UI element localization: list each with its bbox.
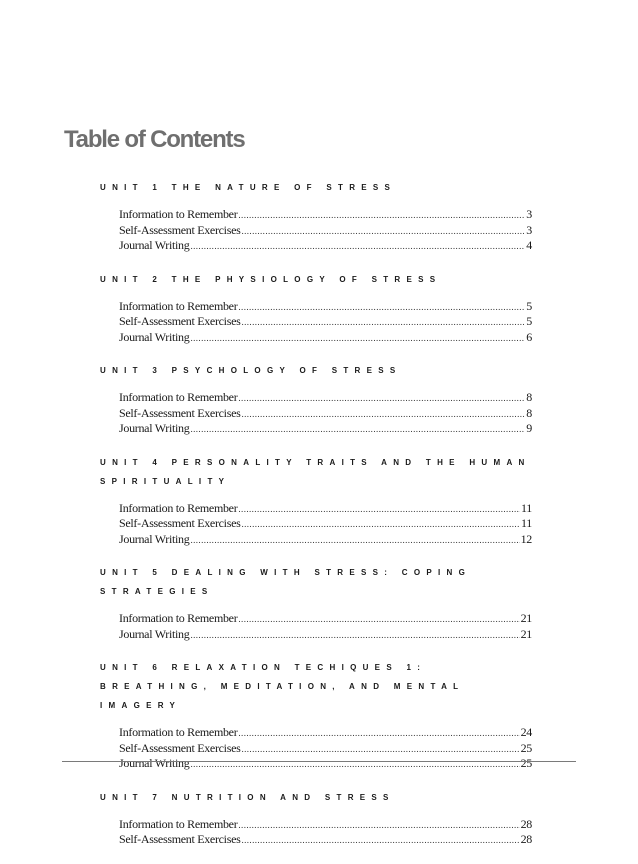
unit-entries xyxy=(119,390,532,437)
unit-heading: UNIT 4 PERSONALITY TRAITS AND THE HUMAN SPIRITUALITY xyxy=(100,457,540,486)
toc-entry[interactable] xyxy=(119,501,532,517)
entry-label: Information to Remember xyxy=(119,500,238,515)
dot-leader xyxy=(241,742,519,757)
toc-unit-2 xyxy=(100,270,540,346)
entry-label: Information to Remember xyxy=(119,725,238,739)
dot-leader xyxy=(238,208,525,223)
entry-page-number: 3 xyxy=(526,207,532,221)
entry-page-number: 21 xyxy=(520,611,532,625)
entry-label: Self-Assessment Exercises xyxy=(119,740,241,755)
dot-leader xyxy=(190,533,519,548)
dot-leader xyxy=(190,757,519,772)
dot-leader xyxy=(238,818,519,833)
entry-page-number: 12 xyxy=(520,531,532,546)
toc-unit-6 xyxy=(100,658,540,772)
entry-label: Information to Remember xyxy=(119,298,238,313)
entry-page-number: 21 xyxy=(520,626,532,641)
dot-leader xyxy=(241,833,519,848)
toc-entry[interactable] xyxy=(119,725,532,741)
entry-page-number: 5 xyxy=(526,314,532,328)
toc-entry[interactable] xyxy=(119,817,532,833)
toc-entry[interactable] xyxy=(119,516,532,532)
unit-heading: UNIT 5 DEALING WITH STRESS: COPING STRATEGIES xyxy=(100,568,480,596)
entry-label: Self-Assessment Exercises xyxy=(119,314,241,328)
unit-entries xyxy=(119,725,532,772)
toc-entry[interactable] xyxy=(119,238,532,254)
entry-label: Self-Assessment Exercises xyxy=(119,832,241,846)
entry-page-number: 24 xyxy=(520,725,532,739)
entry-label: Self-Assessment Exercises xyxy=(119,516,241,530)
toc-entry[interactable] xyxy=(119,741,532,757)
dot-leader xyxy=(241,224,525,239)
entry-page-number: 25 xyxy=(520,740,532,755)
toc-unit-3 xyxy=(100,361,540,437)
toc-entry[interactable] xyxy=(119,756,532,772)
dot-leader xyxy=(241,407,525,422)
unit-heading: UNIT 3 PSYCHOLOGY OF STRESS xyxy=(100,366,402,375)
entry-page-number: 28 xyxy=(520,832,532,846)
entry-label: Journal Writing xyxy=(119,626,190,641)
entry-page-number: 25 xyxy=(520,756,532,770)
dot-leader xyxy=(190,422,525,437)
entry-label: Journal Writing xyxy=(119,421,190,435)
entry-label: Journal Writing xyxy=(119,756,190,770)
entry-label: Journal Writing xyxy=(119,238,190,252)
toc-entry[interactable] xyxy=(119,832,532,848)
toc-entry[interactable] xyxy=(119,532,532,548)
entry-page-number: 11 xyxy=(521,516,532,530)
unit-entries xyxy=(119,299,532,346)
toc-entry[interactable] xyxy=(119,406,532,422)
toc-entry[interactable] xyxy=(119,314,532,330)
toc-entry[interactable] xyxy=(119,299,532,315)
dot-leader xyxy=(241,517,520,532)
toc-entry[interactable] xyxy=(119,207,532,223)
toc-unit-7 xyxy=(100,788,540,848)
entry-page-number: 5 xyxy=(526,298,532,313)
unit-entries xyxy=(119,817,532,848)
dot-leader xyxy=(190,628,519,643)
dot-leader xyxy=(238,612,519,627)
toc-entry[interactable] xyxy=(119,627,532,643)
unit-heading: UNIT 7 NUTRITION AND STRESS xyxy=(100,792,395,802)
toc-entry[interactable] xyxy=(119,390,532,406)
toc-entry[interactable] xyxy=(119,611,532,627)
entry-page-number: 3 xyxy=(526,222,532,237)
footer-divider xyxy=(62,761,576,762)
entry-page-number: 4 xyxy=(526,238,532,252)
page-title: Table of Contents xyxy=(64,126,245,153)
dot-leader xyxy=(190,239,525,254)
entry-label: Self-Assessment Exercises xyxy=(119,405,241,420)
entry-page-number: 28 xyxy=(520,816,532,831)
toc-unit-1 xyxy=(100,178,540,254)
entry-label: Journal Writing xyxy=(119,531,190,546)
entry-label: Information to Remember xyxy=(119,207,238,221)
dot-leader xyxy=(238,300,525,315)
unit-heading: UNIT 6 RELAXATION TECHIQUES 1: BREATHING, MEDITATION, AND MENTAL IMAGERY xyxy=(100,663,473,710)
entry-label: Information to Remember xyxy=(119,816,238,831)
unit-entries xyxy=(119,207,532,254)
dot-leader xyxy=(241,315,525,330)
toc-unit-4 xyxy=(100,453,540,548)
dot-leader xyxy=(190,331,525,346)
toc-entry[interactable] xyxy=(119,330,532,346)
entry-label: Journal Writing xyxy=(119,329,190,344)
entry-label: Information to Remember xyxy=(119,390,238,404)
entry-page-number: 9 xyxy=(526,421,532,435)
unit-heading: UNIT 2 THE PHYSIOLOGY OF STRESS xyxy=(100,274,442,284)
entry-page-number: 6 xyxy=(526,329,532,344)
entry-page-number: 8 xyxy=(526,405,532,420)
toc-entry[interactable] xyxy=(119,421,532,437)
dot-leader xyxy=(238,502,520,517)
entry-label: Information to Remember xyxy=(119,611,238,625)
unit-entries xyxy=(119,501,532,548)
dot-leader xyxy=(238,391,525,406)
entry-label: Self-Assessment Exercises xyxy=(119,222,241,237)
toc-entry[interactable] xyxy=(119,223,532,239)
entry-page-number: 8 xyxy=(526,390,532,404)
toc-unit-5 xyxy=(100,563,540,642)
unit-entries xyxy=(119,611,532,642)
entry-page-number: 11 xyxy=(521,500,532,515)
dot-leader xyxy=(238,726,519,741)
unit-heading: UNIT 1 THE NATURE OF STRESS xyxy=(100,183,397,192)
